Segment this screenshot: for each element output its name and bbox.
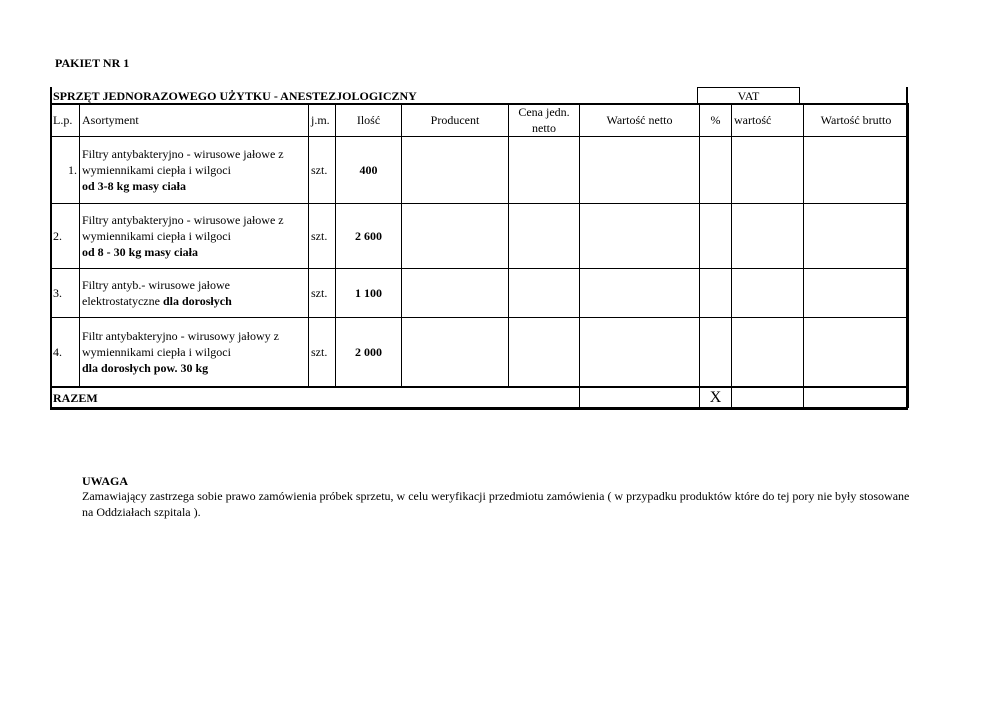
row-desc-bold: od 3-8 kg masy ciała <box>82 179 187 193</box>
row-lp: 3. <box>51 269 80 318</box>
row-producent-cell[interactable] <box>402 318 509 388</box>
row-vat-percent-cell[interactable] <box>700 204 732 269</box>
total-gross-value-cell[interactable] <box>804 387 909 408</box>
row-vat-percent-cell[interactable] <box>700 269 732 318</box>
row-description <box>80 137 309 204</box>
row-vat-value-cell[interactable] <box>732 137 804 204</box>
row-price-cell[interactable] <box>509 318 580 388</box>
row-gross-value-cell[interactable] <box>804 137 909 204</box>
row-unit: szt. <box>309 318 336 388</box>
header-wartosc-brutto: Wartość brutto <box>804 104 909 137</box>
row-desc-bold: dla dorosłych <box>162 294 232 308</box>
total-row <box>51 387 909 408</box>
row-desc-text: Filtry antybakteryjno - wirusowe jałowe z wymiennikami ciepła i wilgoci <box>82 147 284 177</box>
row-unit: szt. <box>309 204 336 269</box>
row-vat-value-cell[interactable] <box>732 318 804 388</box>
row-description <box>80 269 309 318</box>
row-net-value-cell[interactable] <box>580 204 700 269</box>
section-border-left <box>50 87 52 103</box>
note-text: Zamawiający zastrzega sobie prawo zamówienia próbek sprzetu, w celu weryfikacji przedmiotu zamówienia ( w przypadku produktów które do tej pory nie były stosowane na Oddziałach szpitala ). <box>82 489 910 519</box>
row-desc-text: Filtry antybakteryjno - wirusowe jałowe z wymiennikami ciepła i wilgoci <box>82 213 284 243</box>
row-price-cell[interactable] <box>509 204 580 269</box>
row-quantity: 1 100 <box>336 269 402 318</box>
table-header-row <box>51 104 909 137</box>
package-title: PAKIET NR 1 <box>55 56 130 70</box>
table-row <box>51 204 909 269</box>
header-wartosc-netto: Wartość netto <box>580 104 700 137</box>
header-jm: j.m. <box>309 104 336 137</box>
header-asortyment: Asortyment <box>80 104 309 137</box>
table-row <box>51 318 909 388</box>
header-vat-wartosc: wartość <box>732 104 804 137</box>
items-table <box>50 103 909 408</box>
row-unit: szt. <box>309 269 336 318</box>
row-producent-cell[interactable] <box>402 204 509 269</box>
vat-header: VAT <box>697 87 800 103</box>
row-vat-percent-cell[interactable] <box>700 137 732 204</box>
row-quantity: 2 600 <box>336 204 402 269</box>
row-desc-text: Filtr antybakteryjno - wirusowy jałowy z wymiennikami ciepła i wilgoci <box>82 329 279 359</box>
row-net-value-cell[interactable] <box>580 137 700 204</box>
row-desc-text: Filtry antyb.- wirusowe jałowe elektrostatyczne <box>82 278 230 308</box>
row-vat-percent-cell[interactable] <box>700 318 732 388</box>
row-net-value-cell[interactable] <box>580 318 700 388</box>
table-row <box>51 137 909 204</box>
section-border-right <box>906 87 908 103</box>
row-lp: 2. <box>51 204 80 269</box>
row-unit: szt. <box>309 137 336 204</box>
row-quantity: 2 000 <box>336 318 402 388</box>
row-price-cell[interactable] <box>509 137 580 204</box>
row-desc-bold: od 8 - 30 kg masy ciała <box>82 245 199 259</box>
row-desc-bold: dla dorosłych pow. 30 kg <box>82 361 209 375</box>
row-description <box>80 204 309 269</box>
row-description <box>80 318 309 388</box>
row-gross-value-cell[interactable] <box>804 269 909 318</box>
total-vat-value-cell[interactable] <box>732 387 804 408</box>
row-quantity: 400 <box>336 137 402 204</box>
table-row <box>51 269 909 318</box>
total-label: RAZEM <box>51 387 580 408</box>
section-title: SPRZĘT JEDNORAZOWEGO UŻYTKU - ANESTEZJOLOGICZNY <box>53 89 417 103</box>
header-vat-percent: % <box>700 104 732 137</box>
total-vat-percent-x: X <box>700 387 732 408</box>
row-net-value-cell[interactable] <box>580 269 700 318</box>
row-lp: 1. <box>51 137 80 204</box>
row-producent-cell[interactable] <box>402 137 509 204</box>
row-producent-cell[interactable] <box>402 269 509 318</box>
header-producent: Producent <box>402 104 509 137</box>
row-lp: 4. <box>51 318 80 388</box>
note-title: UWAGA <box>82 474 129 488</box>
row-price-cell[interactable] <box>509 269 580 318</box>
row-gross-value-cell[interactable] <box>804 318 909 388</box>
header-ilosc: Ilość <box>336 104 402 137</box>
row-vat-value-cell[interactable] <box>732 204 804 269</box>
row-gross-value-cell[interactable] <box>804 204 909 269</box>
header-cena: Cena jedn. netto <box>509 104 580 137</box>
header-lp: L.p. <box>51 104 80 137</box>
total-net-value-cell[interactable] <box>580 387 700 408</box>
row-vat-value-cell[interactable] <box>732 269 804 318</box>
